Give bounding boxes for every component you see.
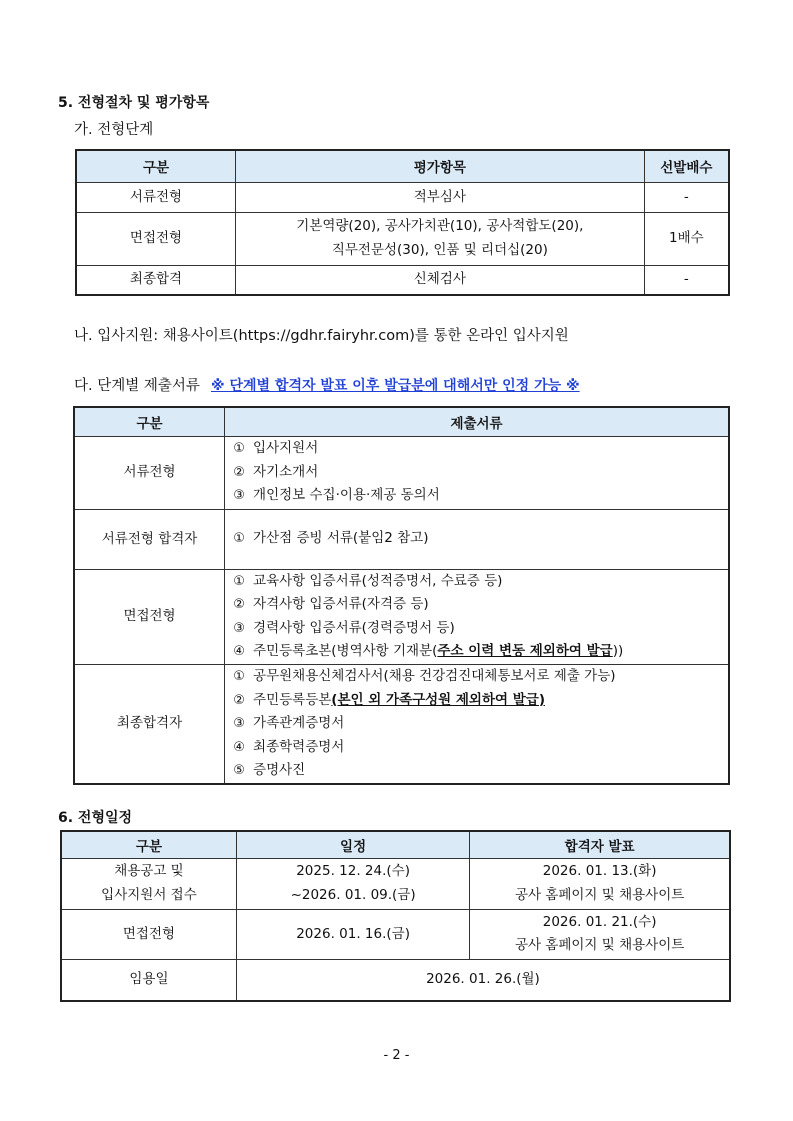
- docs-category-cell: 최종합격자: [74, 664, 225, 784]
- table-row: [61, 959, 730, 1001]
- schedule-category-cell: 면접전형: [61, 909, 236, 959]
- doc-text: 가족관계증명서: [253, 715, 345, 731]
- cell-line: ~2026. 01. 09.(금): [290, 886, 416, 903]
- list-item: [231, 736, 728, 760]
- number-marker: ②: [233, 597, 245, 612]
- stage-header-item: 평가항목: [236, 150, 645, 182]
- docs-header-documents: 제출서류: [225, 407, 729, 436]
- docs-category-cell: 면접전형: [74, 569, 225, 664]
- sub-c-title-row: [74, 374, 580, 395]
- stage-header-category: 구분: [76, 150, 236, 182]
- schedule-category-cell: 임용일: [61, 959, 236, 1001]
- doc-text: 증명사진: [253, 762, 306, 778]
- number-marker: ①: [233, 441, 245, 457]
- schedule-category-cell: [61, 858, 236, 909]
- schedule-date-cell: [236, 858, 469, 909]
- cell-line: 공사 홈페이지 및 채용사이트: [514, 937, 685, 953]
- docs-category-cell: 서류전형: [74, 436, 225, 509]
- item-line: 기본역량(20), 공사가치관(10), 공사적합도(20),: [296, 218, 584, 234]
- list-item: [231, 484, 728, 508]
- number-marker: ②: [233, 692, 245, 708]
- list-item: [231, 593, 728, 617]
- docs-header-category: 구분: [74, 407, 225, 436]
- number-marker: ①: [233, 669, 245, 684]
- number-marker: ④: [233, 644, 245, 659]
- sub-a-title: 가. 전형단계: [74, 122, 154, 138]
- ratio-cell: 1배수: [644, 212, 729, 265]
- table-row: [61, 858, 730, 909]
- table-row: [76, 182, 729, 212]
- number-marker: ⑤: [233, 763, 245, 778]
- doc-text: 최종학력증명서: [253, 738, 345, 755]
- list-item: [231, 712, 728, 736]
- item-line: 직무전문성(30), 인품 및 리더십(20): [331, 241, 548, 258]
- ratio-cell: -: [644, 265, 729, 295]
- schedule-header-category: 구분: [61, 831, 236, 858]
- doc-text: 개인정보 수집·이용·제공 동의서: [253, 487, 440, 504]
- number-marker: ③: [233, 716, 245, 731]
- docs-list-cell: [225, 509, 729, 569]
- documents-table: [73, 406, 730, 785]
- list-item: [231, 759, 728, 783]
- cell-line: 공사 홈페이지 및 채용사이트: [514, 886, 685, 903]
- docs-list-cell: [225, 436, 729, 509]
- table-row: [74, 436, 729, 509]
- cell-line: 2025. 12. 24.(수): [296, 863, 410, 879]
- page-number: - 2 -: [383, 1048, 410, 1063]
- cell-line: 2026. 01. 21.(수): [542, 913, 657, 930]
- schedule-announcement-cell: [470, 858, 730, 909]
- list-item: [231, 437, 728, 461]
- sub-b-title: 나. 입사지원: 채용사이트(https://gdhr.fairyhr.com)를 통한 온라인 입사지원: [74, 328, 569, 344]
- number-marker: ②: [233, 464, 245, 480]
- doc-emphasis: (본인 외 가족구성원 제외하여 발급): [331, 691, 546, 708]
- number-marker: ①: [233, 573, 245, 589]
- stage-header-ratio: 선발배수: [644, 150, 729, 182]
- doc-text: 입사지원서: [253, 440, 319, 457]
- list-item: [231, 689, 728, 713]
- docs-list-cell: [225, 569, 729, 664]
- table-row: [76, 265, 729, 295]
- number-marker: ③: [233, 620, 245, 636]
- list-item: [231, 461, 728, 485]
- list-item: [231, 527, 728, 551]
- stage-cell: 서류전형: [76, 182, 236, 212]
- doc-text: 주민등록초본(병역사항 기재분(: [253, 643, 438, 659]
- doc-text: 자기소개서: [253, 463, 319, 480]
- doc-text: 자격사항 입증서류(자격증 등): [253, 596, 429, 612]
- stage-cell: 면접전형: [76, 212, 236, 265]
- schedule-table: [60, 830, 731, 1002]
- number-marker: ③: [233, 488, 245, 504]
- table-row: [61, 909, 730, 959]
- doc-text: 교육사항 입증서류(성적증명서, 수료증 등): [253, 572, 503, 589]
- cell-line: 2026. 01. 13.(화): [542, 863, 657, 879]
- item-cell: 적부심사: [236, 182, 645, 212]
- ratio-cell: -: [644, 182, 729, 212]
- doc-emphasis: 주소 이력 변동 제외하여 발급: [437, 643, 613, 659]
- doc-text: 공무원채용신체검사서(채용 건강검진대체통보서로 제출 가능): [253, 668, 616, 684]
- table-row: [74, 509, 729, 569]
- section-6-title: 6. 전형일정: [58, 810, 133, 826]
- stage-table: [75, 149, 730, 296]
- list-item: [231, 665, 728, 689]
- cell-line: 채용공고 및: [114, 863, 184, 879]
- doc-text: 경력사항 입증서류(경력증명서 등): [253, 619, 455, 636]
- item-cell: [236, 212, 645, 265]
- section-5-title: 5. 전형절차 및 평가항목: [58, 95, 210, 111]
- schedule-announcement-cell: [470, 909, 730, 959]
- stage-cell: 최종합격: [76, 265, 236, 295]
- sub-c-title: 다. 단계별 제출서류: [74, 378, 200, 394]
- cell-line: 입사지원서 접수: [101, 886, 197, 903]
- schedule-header-date: 일정: [236, 831, 469, 858]
- table-row: [74, 569, 729, 664]
- issuance-notice: ※ 단계별 합격자 발표 이후 발급분에 대해서만 인정 가능 ※: [210, 378, 580, 394]
- table-row: [74, 664, 729, 784]
- table-row: [76, 212, 729, 265]
- list-item: [231, 570, 728, 594]
- doc-text: 주민등록등본: [253, 691, 332, 708]
- schedule-header-announcement: 합격자 발표: [470, 831, 730, 858]
- docs-list-cell: [225, 664, 729, 784]
- doc-text-suffix: )): [612, 643, 624, 659]
- schedule-date-cell: 2026. 01. 16.(금): [236, 909, 469, 959]
- docs-category-cell: 서류전형 합격자: [74, 509, 225, 569]
- number-marker: ④: [233, 739, 245, 755]
- doc-text: 가산점 증빙 서류(붙임2 참고): [253, 530, 429, 547]
- list-item: [231, 617, 728, 641]
- number-marker: ①: [233, 531, 245, 547]
- schedule-date-cell: 2026. 01. 26.(월): [236, 959, 730, 1001]
- item-cell: 신체검사: [236, 265, 645, 295]
- list-item: [231, 640, 728, 664]
